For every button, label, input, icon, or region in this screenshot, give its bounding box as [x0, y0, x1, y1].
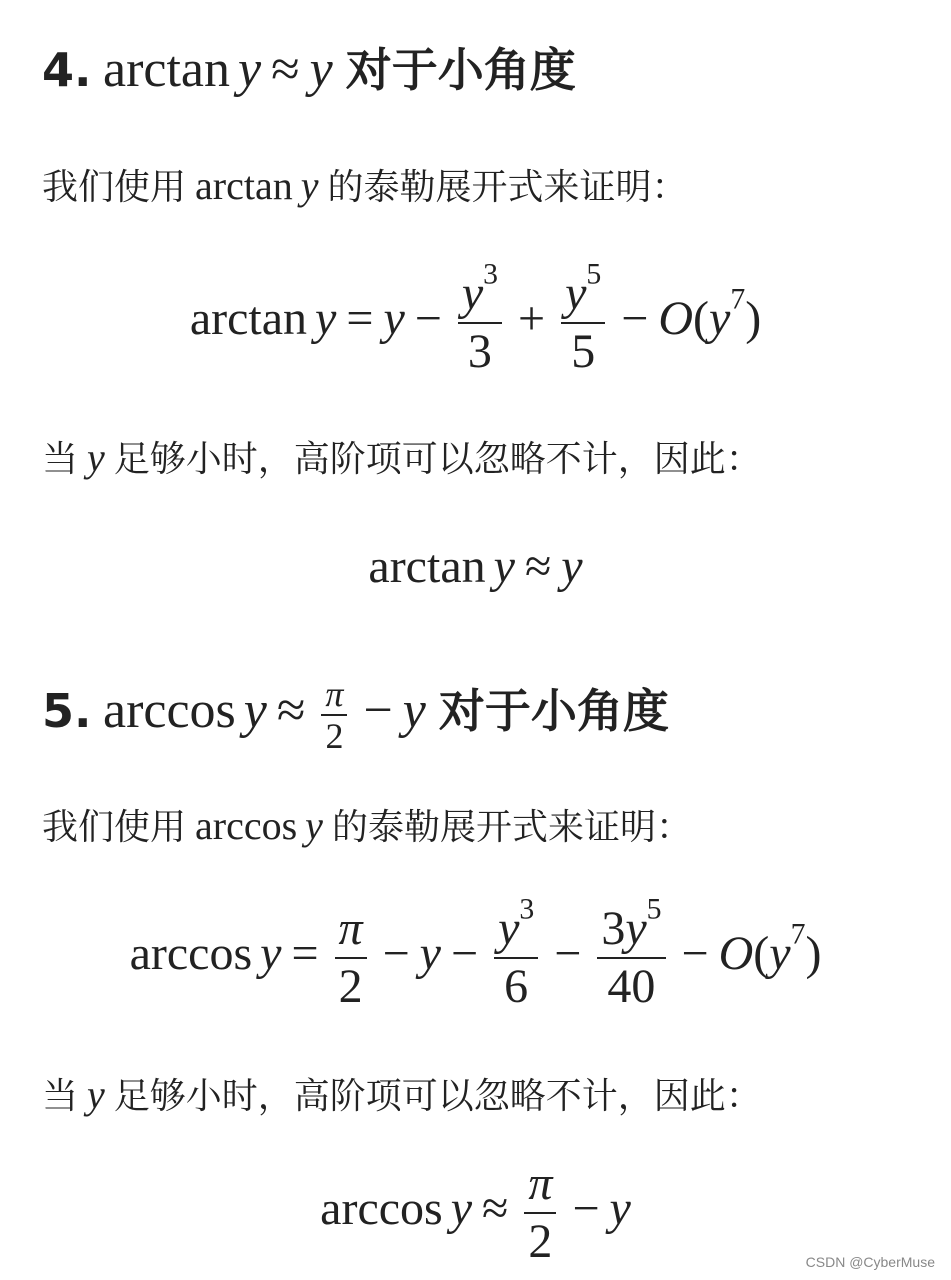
- section-5-heading: [42, 676, 669, 754]
- arctan-approximation: arctan y ≈ y: [368, 540, 583, 593]
- fraction-pi-over-2: $\frac{\pi}{2}$: [335, 905, 367, 1011]
- section-number: 5.: [42, 683, 92, 738]
- section-5-intro: 我们使用 arccos y 的泰勒展开式来证明：: [42, 803, 692, 848]
- section-4-conclusion: 当 y 足够小时，高阶项可以忽略不计，因此：: [42, 435, 762, 480]
- section-5-conclusion: 当 y 足够小时，高阶项可以忽略不计，因此：: [42, 1072, 762, 1117]
- fraction-3y5-over-40: $\frac{3y^5}{40}$: [597, 905, 665, 1011]
- heading-suffix: 对于小角度: [345, 43, 576, 97]
- heading-formula: arccos y ≈ $\frac{\pi}{2}$ − y: [102, 674, 426, 756]
- fraction-y3-over-3: $\frac{y^3}{3}$: [458, 270, 502, 376]
- arccos-approximation: arccos y ≈ $\frac{\pi}{2}$ − y: [320, 1157, 631, 1268]
- section-4-heading: [42, 41, 576, 98]
- fraction-pi-over-2: $\frac{\pi}{2}$: [321, 676, 347, 754]
- arccos-taylor-series: arccos y = $\frac{\pi}{2}$ − y − $\frac{y^3}{6}$ − $\frac{3y^5}{40}$ − $O(y^7)$: [129, 892, 822, 1013]
- heading-suffix: 对于小角度: [438, 683, 669, 738]
- fraction-pi-over-2: $\frac{\pi}{2}$: [524, 1160, 556, 1266]
- fraction-y3-over-6: $\frac{y^3}{6}$: [494, 905, 538, 1011]
- arctan-taylor-series: arctan y = y − $\frac{y^3}{3}$ + $\frac{y^5}{5}$ − $O(y^7)$: [189, 257, 762, 378]
- csdn-watermark: CSDN @CyberMuse: [805, 1254, 935, 1270]
- heading-formula: arctan y ≈ y: [102, 41, 333, 98]
- fraction-y5-over-5: $\frac{y^5}{5}$: [561, 270, 605, 376]
- section-4-intro: 我们使用 arctan y 的泰勒展开式来证明：: [42, 163, 688, 208]
- section-number: 4.: [42, 43, 92, 97]
